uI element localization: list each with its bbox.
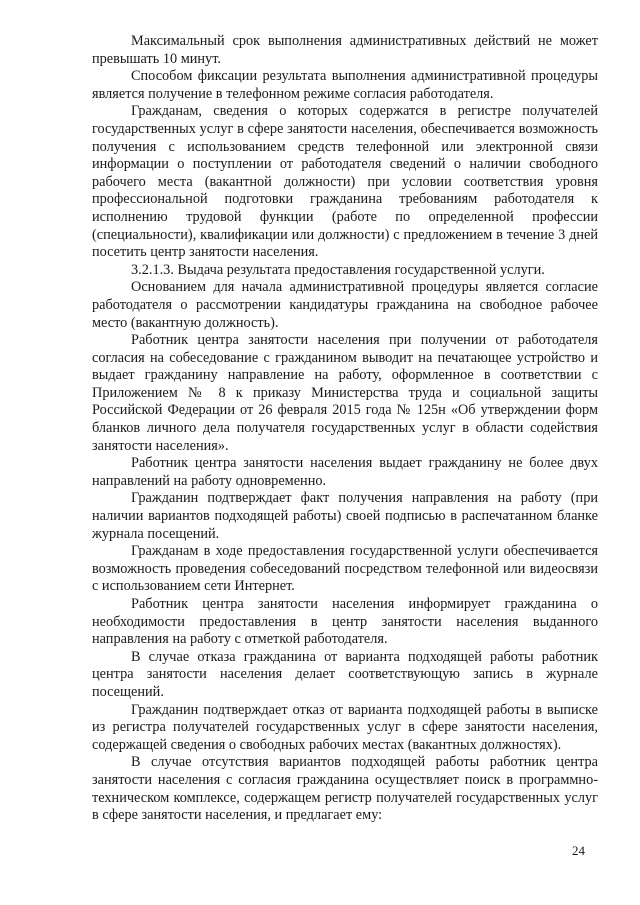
document-page bbox=[92, 33, 598, 825]
paragraph: Максимальный срок выполнения административных действий не может превышать 10 минут. bbox=[92, 33, 598, 67]
paragraph: Гражданин подтверждает отказ от варианта подходящей работы в выписке из регистра получателей государственных услуг в сфере занятости населения, содержащей сведения о свободных рабочих местах (вакантных должностях). bbox=[92, 701, 598, 753]
paragraph: Работник центра занятости населения при получении от работодателя согласия на собеседование с гражданином выводит на печатающее устройство и выдает гражданину направление на работу, оформленное в соответствии с Приложением № 8 к приказу Министерства труда и социальной защиты Российской Федерации от 26 февраля 2015 года № 125н «Об утверждении форм бланков личного дела получателя государственных услуг в области содействия занятости населения». bbox=[92, 332, 598, 454]
paragraph: Основанием для начала административной процедуры является согласие работодателя о рассмотрении кандидатуры гражданина на свободное рабочее место (вакантную должность). bbox=[92, 279, 598, 331]
paragraph: Гражданин подтверждает факт получения направления на работу (при наличии вариантов подходящей работы) своей подписью в распечатанном бланке журнала посещений. bbox=[92, 490, 598, 542]
paragraph: Работник центра занятости населения информирует гражданина о необходимости предоставления в центр занятости населения выданного направления на работу с отметкой работодателя. bbox=[92, 596, 598, 648]
paragraph: Гражданам, сведения о которых содержатся в регистре получателей государственных услуг в сфере занятости населения, обеспечивается возможность получения с использованием средств телефонной или электронной связи информации о поступлении от работодателя сведений о наличии свободного рабочего места (вакантной должности) при условии соответствия уровня профессиональной подготовки гражданина требованиям работодателя к исполнению трудовой функции (работе по определенной профессии (специальности), квалификации или должности) с предложением в течение 3 дней посетить центр занятости населения. bbox=[92, 103, 598, 261]
section-heading: 3.2.1.3. Выдача результата предоставления государственной услуги. bbox=[131, 261, 545, 278]
paragraph: Гражданам в ходе предоставления государственной услуги обеспечивается возможность проведения собеседований посредством телефонной или видеосвязи с использованием сети Интернет. bbox=[92, 543, 598, 595]
paragraph: В случае отсутствия вариантов подходящей работы работник центра занятости населения с согласия гражданина осуществляет поиск в программно-техническом комплексе, содержащем регистр получателей государственных услуг в сфере занятости населения, и предлагает ему: bbox=[92, 754, 598, 824]
paragraph: В случае отказа гражданина от варианта подходящей работы работник центра занятости населения делает соответствующую запись в журнале посещений. bbox=[92, 648, 598, 700]
paragraph: Работник центра занятости населения выдает гражданину не более двух направлений на работу одновременно. bbox=[92, 455, 598, 489]
page-number: 24 bbox=[572, 843, 585, 858]
paragraph: Способом фиксации результата выполнения административной процедуры является получение в телефонном режиме согласия работодателя. bbox=[92, 68, 598, 102]
